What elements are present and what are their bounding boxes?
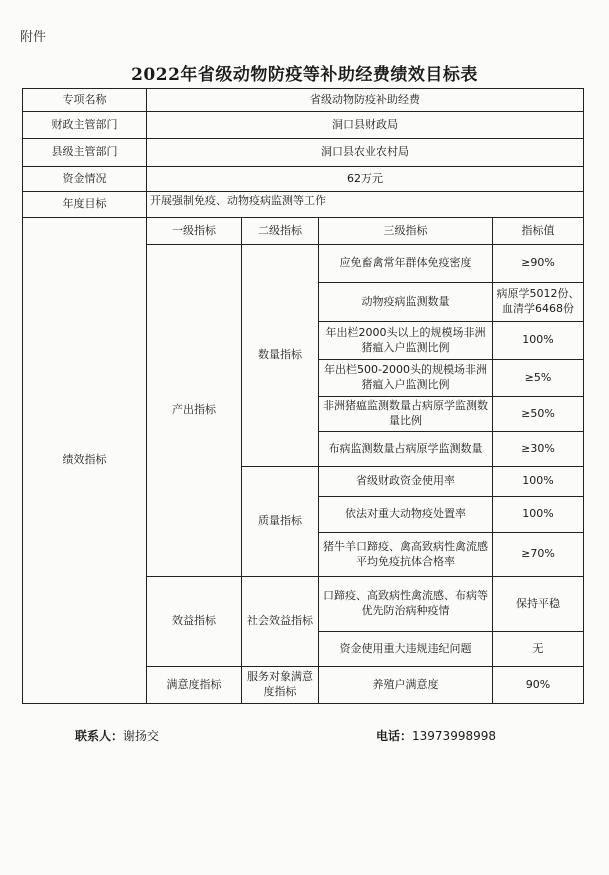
indicator-name: 猪牛羊口蹄疫、禽高致病性禽流感平均免疫抗体合格率 <box>319 533 493 577</box>
indicator-value: 100% <box>493 467 584 497</box>
indicator-value: ≥90% <box>493 245 584 283</box>
finance-dept-label: 财政主管部门 <box>23 112 147 139</box>
header-level3: 三级指标 <box>319 218 493 245</box>
county-dept-label: 县级主管部门 <box>23 139 147 167</box>
quality-indicator-label: 质量指标 <box>242 467 319 577</box>
row-project-name <box>23 89 584 112</box>
indicator-name: 年出栏500-2000头的规模场非洲猪瘟入户监测比例 <box>319 360 493 397</box>
project-name-label: 专项名称 <box>23 89 147 112</box>
attachment-label: 附件 <box>20 30 47 45</box>
quantity-indicator-label: 数量指标 <box>242 245 319 467</box>
indicator-value: ≥30% <box>493 432 584 467</box>
phone-label: 电话： <box>376 729 413 743</box>
header-value: 指标值 <box>493 218 584 245</box>
phone-number: 13973998998 <box>412 729 496 743</box>
satisfaction-indicator-label: 满意度指标 <box>147 667 242 704</box>
funds-label: 资金情况 <box>23 167 147 192</box>
indicator-value: 无 <box>493 632 584 667</box>
service-satisfaction-indicator-label: 服务对象满意度指标 <box>242 667 319 704</box>
performance-indicator-label: 绩效指标 <box>23 218 147 704</box>
contact-line <box>75 727 159 744</box>
indicator-name: 非洲猪瘟监测数量占病原学监测数量比例 <box>319 397 493 432</box>
indicator-value: 保持平稳 <box>493 577 584 632</box>
indicator-name: 年出栏2000头以上的规模场非洲猪瘟入户监测比例 <box>319 322 493 360</box>
row-finance-dept <box>23 112 584 139</box>
county-dept-value: 洞口县农业农村局 <box>147 139 584 167</box>
indicator-name: 动物疫病监测数量 <box>319 283 493 322</box>
page-title: 2022年省级动物防疫等补助经费绩效目标表 <box>131 65 478 85</box>
indicator-value: 100% <box>493 497 584 533</box>
finance-dept-value: 洞口县财政局 <box>147 112 584 139</box>
performance-goal-table <box>22 88 584 704</box>
indicator-name: 布病监测数量占病原学监测数量 <box>319 432 493 467</box>
row-funds <box>23 167 584 192</box>
benefit-indicator-label: 效益指标 <box>147 577 242 667</box>
indicator-value: ≥70% <box>493 533 584 577</box>
phone-line <box>376 727 496 744</box>
row-county-dept <box>23 139 584 167</box>
indicator-value: ≥5% <box>493 360 584 397</box>
funds-value: 62万元 <box>147 167 584 192</box>
indicator-header-row <box>23 218 584 245</box>
row-annual-goal <box>23 192 584 218</box>
indicator-name: 省级财政资金使用率 <box>319 467 493 497</box>
project-name-value: 省级动物防疫补助经费 <box>147 89 584 112</box>
indicator-name: 养殖户满意度 <box>319 667 493 704</box>
indicator-value: 病原学5012份、血清学6468份 <box>493 283 584 322</box>
indicator-value: ≥50% <box>493 397 584 432</box>
indicator-name: 资金使用重大违规违纪问题 <box>319 632 493 667</box>
annual-goal-label: 年度目标 <box>23 192 147 218</box>
indicator-value: 90% <box>493 667 584 704</box>
social-benefit-indicator-label: 社会效益指标 <box>242 577 319 667</box>
indicator-name: 依法对重大动物疫处置率 <box>319 497 493 533</box>
indicator-name: 口蹄疫、高致病性禽流感、布病等优先防治病种疫情 <box>319 577 493 632</box>
contact-label: 联系人： <box>75 729 124 743</box>
indicator-name: 应免畜禽常年群体免疫密度 <box>319 245 493 283</box>
header-level2: 二级指标 <box>242 218 319 245</box>
header-level1: 一级指标 <box>147 218 242 245</box>
output-indicator-label: 产出指标 <box>147 245 242 577</box>
indicator-value: 100% <box>493 322 584 360</box>
contact-name: 谢扬交 <box>123 729 160 743</box>
annual-goal-value: 开展强制免疫、动物疫病监测等工作 <box>147 192 584 218</box>
